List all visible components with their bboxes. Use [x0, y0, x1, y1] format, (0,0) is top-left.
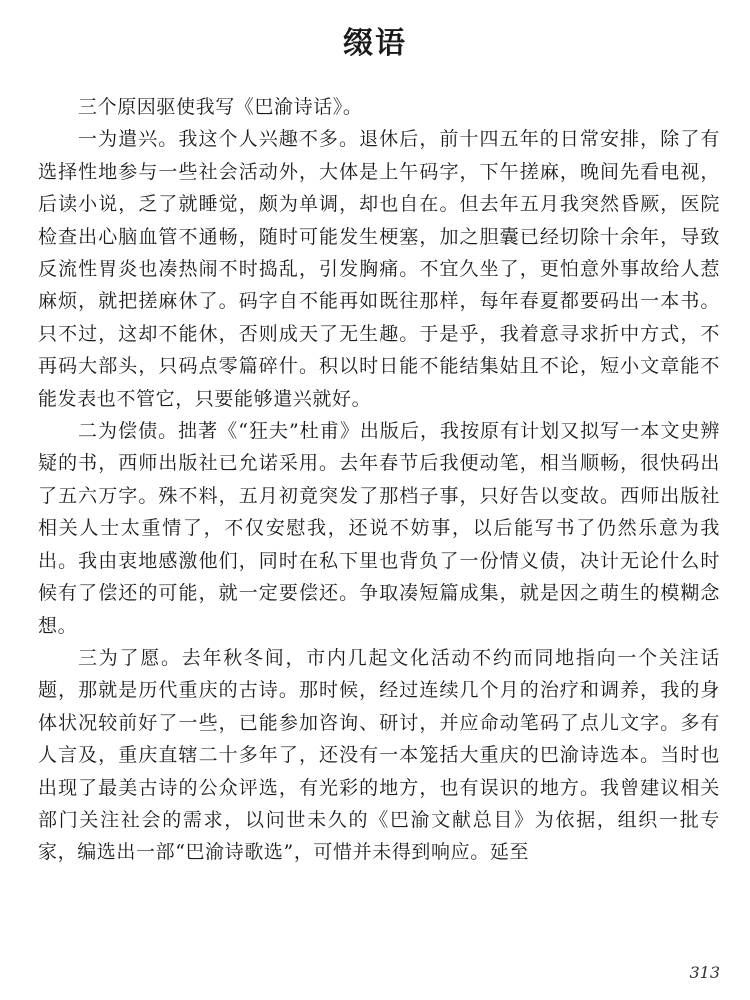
page-title: 缀语 — [343, 26, 407, 61]
paragraph-intro: 三个原因驱使我写《巴渝诗话》。 — [78, 96, 363, 118]
paragraph-reason-one: 一为遣兴。我这个人兴趣不多。退休后，前十四五年的日常安排，除了有选择性地参与一些社会活动外，大体是上午码字，下午搓麻，晚间先看电视，后读小说，乏了就睡觉，颇为单调，却也自在。但去年五月我突然昏厥，医院检查出心脑血管不通畅，随时可能发生梗塞，加之胆囊已经切除十余年，导致反流性胃炎也凑热闹不时捣乱，引发胸痛。不宜久坐了，更怕意外事故给人惹麻烦，就把搓麻休了。码字自不能再如既往那样，每年春夏都要码出一本书。只不过，这却不能休，否则成天了无生趣。于是乎，我着意寻求折中方式，不再码大部头，只码点零篇碎什。积以时日能不能结集姑且不论，短小文章能不能发表也不管它，只要能够遣兴就好。 — [38, 128, 720, 410]
paragraph-reason-three: 三为了愿。去年秋冬间，市内几起文化活动不约而同地指向一个关注话题，那就是历代重庆的古诗。那时候，经过连续几个月的治疗和调养，我的身体状况较前好了一些，已能参加咨询、研讨，并应命动笔码了点儿文字。多有人言及，重庆直辖二十多年了，还没有一本笼括大重庆的巴渝诗选本。当时也出现了最美古诗的公众评选，有光彩的地方，也有误识的地方。我曾建议相关部门关注社会的需求，以问世未久的《巴渝文献总目》为依据，组织一批专家，编选出一部“巴渝诗歌选”，可惜并未得到响应。延至 — [38, 646, 720, 864]
body-text — [38, 91, 720, 869]
page-number: 313 — [689, 963, 720, 982]
paragraph-reason-two: 二为偿债。拙著《“狂夫”杜甫》出版后，我按原有计划又拟写一本文史辨疑的书，西师出版社已允诺采用。去年春节后我便动笔，相当顺畅，很快码出了五六万字。殊不料，五月初竟突发了那档子事，只好告以变故。西师出版社相关人士太重情了，不仅安慰我，还说不妨事，以后能写书了仍然乐意为我出。我由衷地感激他们，同时在私下里也背负了一份情义债，决计无论什么时候有了偿还的可能，就一定要偿还。争取凑短篇成集，就是因之萌生的模糊念想。 — [38, 420, 720, 637]
